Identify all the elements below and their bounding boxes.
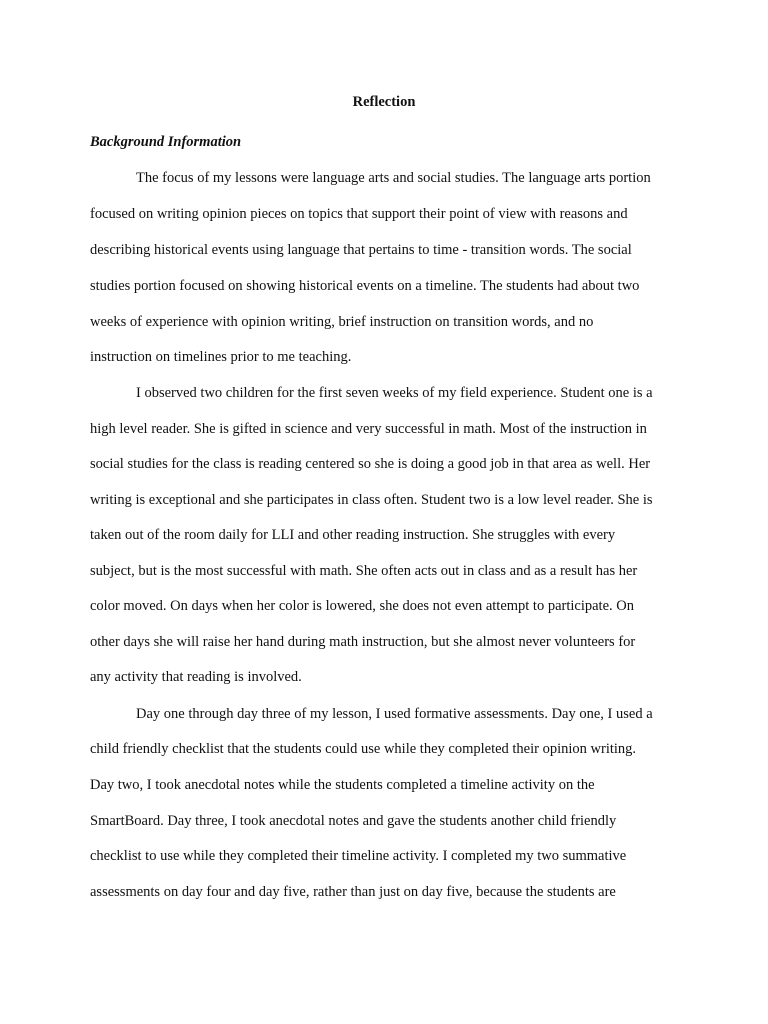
- paragraph-1-line-5: weeks of experience with opinion writing, brief instruction on transition words, and no: [90, 314, 594, 330]
- paragraph-3-line-5: checklist to use while they completed their timeline activity. I completed my two summative: [90, 848, 627, 864]
- paragraph-3-line-6: assessments on day four and day five, rather than just on day five, because the students are: [90, 884, 616, 900]
- paragraph-3-line-3: Day two, I took anecdotal notes while the students completed a timeline activity on the: [90, 777, 595, 793]
- paragraph-1-line-6: instruction on timelines prior to me teaching.: [90, 349, 352, 365]
- document-title: Reflection: [352, 94, 416, 110]
- paragraph-2-line-6: subject, but is the most successful with math. She often acts out in class and as a result has her: [90, 563, 638, 579]
- paragraph-2-line-7: color moved. On days when her color is lowered, she does not even attempt to participate. On: [90, 598, 634, 614]
- paragraph-1-line-3: describing historical events using language that pertains to time - transition words. The social: [90, 242, 632, 258]
- paragraph-1-line-2: focused on writing opinion pieces on topics that support their point of view with reasons and: [90, 206, 628, 222]
- paragraph-1-line-1: The focus of my lessons were language arts and social studies. The language arts portion: [136, 170, 651, 186]
- paragraph-3-line-4: SmartBoard. Day three, I took anecdotal notes and gave the students another child friendly: [90, 813, 617, 829]
- paragraph-2-line-2: high level reader. She is gifted in science and very successful in math. Most of the instruction in: [90, 421, 647, 437]
- paragraph-2-line-4: writing is exceptional and she participates in class often. Student two is a low level reader. She is: [90, 492, 653, 508]
- paragraph-2-line-1: I observed two children for the first seven weeks of my field experience. Student one is a: [136, 385, 653, 401]
- paragraph-1-line-4: studies portion focused on showing historical events on a timeline. The students had about two: [90, 278, 640, 294]
- paragraph-2-line-9: any activity that reading is involved.: [90, 669, 302, 685]
- paragraph-3-line-2: child friendly checklist that the students could use while they completed their opinion writing.: [90, 741, 637, 757]
- paragraph-2-line-8: other days she will raise her hand during math instruction, but she almost never volunteers for: [90, 634, 636, 650]
- paragraph-3-line-1: Day one through day three of my lesson, I used formative assessments. Day one, I used a: [136, 706, 653, 722]
- section-heading: Background Information: [90, 134, 242, 150]
- paragraph-2-line-5: taken out of the room daily for LLI and other reading instruction. She struggles with every: [90, 527, 616, 543]
- paragraph-2-line-3: social studies for the class is reading centered so she is doing a good job in that area as well. Her: [90, 456, 651, 472]
